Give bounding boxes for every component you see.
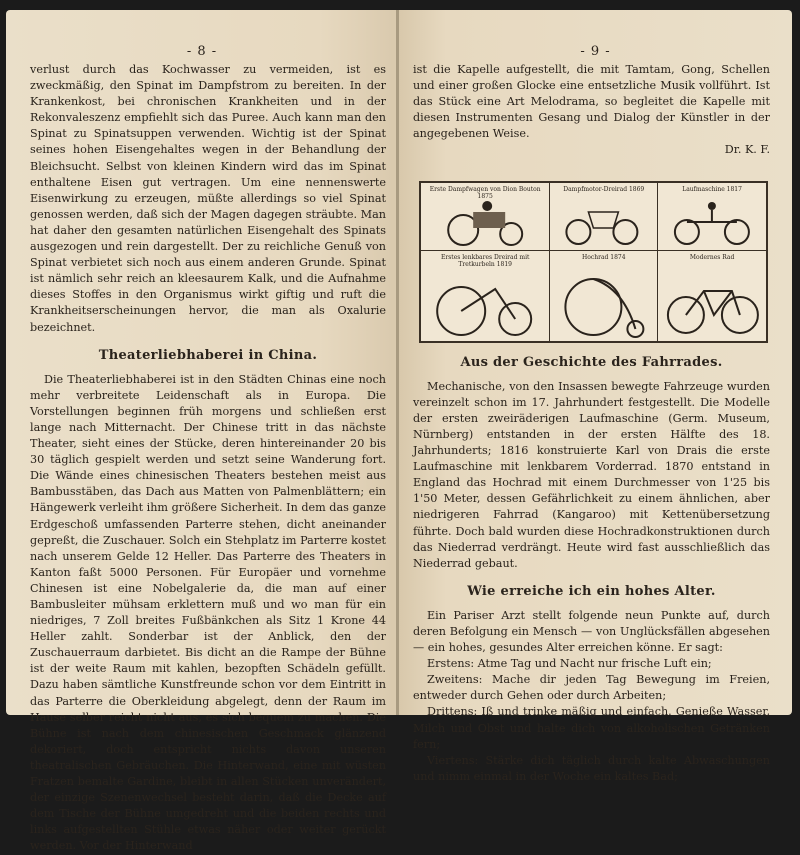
theater-paragraph: Die Theaterliebhaberei ist in den Städten Chinas eine noch mehr verbreitete Leidenschaft als in Europa. Die Vorstellungen beginnen früh morgens und schließen erst lange nach Mitternacht. Der Chinese tritt in das nächste Theater, sieht eines der Stücke, deren hintereinander 20 bis 30 täglich gespielt werden und setzt seine Wanderung fort. Die Wände eines chinesischen Theaters bestehen meist aus Bambusstäben, das Dach aus Matten von Palmenblättern; ein Hängewerk verleiht ihm größere Sicherheit. In dem das ganze Erdgeschoß umfassenden Parterre stehen, dicht aneinander gepreßt, die Zuschauer. Solch ein Stehplatz im Parterre kostet nach unserem Gelde 12 Heller. Das Parterre des Theaters in Kanton faßt 5000 Personen. Für Europäer und vornehme Chinesen ist eine Nobelgalerie da, die man auf einer Bambusleiter mühsam erklettern muß und wo man für ein niedriges, 7 Zoll breites Fußbänkchen als Sitz 1 Krone 44 Heller zahlt. Sonderbar ist der Anblick, den der Zuschauerraum darbietet. Bis dicht an die Rampe der Bühne ist der weite Raum mit kahlen, bezopften Schädeln gefüllt. Dazu haben sämtliche Kunstfreunde schon vor dem Eintritt in das Parterre die Oberkleidung abgelegt, denn der Raum im Hause selber reicht nicht aus, es sich bequem zu machen. Die Bühne ist nach dem chinesischen Geschmack glänzend dekoriert, doch entspricht nichts davon unseren theatralischen Gebräuchen. Die Hinterwand, eine mit wüsten Fratzen bemalte Gardine, bleibt in allen Stücken unverändert, der einzige Szenenwechsel besteht darin, daß die Decke auf dem Tische der Bühne umgedreht und die beiden rechts und links aufgestellten Stühle etwas näher oder weiter gerückt werden. Vor der Hinterwand: [30, 372, 386, 853]
figure-caption: Erste Dampfwagen von Dion Bouton 1875: [429, 185, 541, 200]
right-page-text: [413, 62, 770, 159]
figure-panel-tricycle: [550, 183, 658, 250]
rule-item: Viertens: Stärke dich täglich durch kalte Abwaschungen und nimm einmal in der Woche ein kaltes Bad;: [413, 753, 770, 783]
figure-caption: Erstes lenkbares Dreirad mit Tretkurbeln 1819: [440, 253, 530, 268]
rule-item: Zweitens: Mache dir jeden Tag Bewegung im Freien, entweder durch Gehen oder durch Arbeiten;: [413, 673, 770, 703]
right-page: [399, 10, 792, 783]
page-number-left: - 8 -: [186, 44, 218, 59]
heading-old-age: Wie erreiche ich ein hohes Alter.: [467, 583, 716, 599]
modern-bicycle-drawing: [658, 269, 766, 339]
heading-bicycle-history: Aus der Geschichte des Fahrrades.: [460, 354, 723, 370]
author-signature: Dr. K. F.: [724, 143, 770, 157]
figure-caption: Laufmaschine 1817: [682, 185, 742, 193]
figure-panel-penny-farthing: [550, 251, 658, 341]
tricycle-drawing: [550, 198, 657, 248]
draisine-drawing: [658, 198, 766, 248]
left-page: [6, 10, 398, 853]
left-page-text: [30, 62, 386, 855]
figure-caption: Dampfmotor-Dreirad 1869: [563, 185, 645, 193]
figure-caption: Modernes Rad: [689, 253, 735, 261]
bicycle-paragraph: Mechanische, von den Insassen bewegte Fahrzeuge wurden vereinzelt schon im 17. Jahrhundert festgestellt. Die Modelle der ersten zweiräderigen Laufmaschine (Germ. Museum, Nürnberg) entstanden in der ersten Hälfte des 18. Jahrhunderts; 1816 konstruierte Karl von Drais die erste Laufmaschine mit lenkbarem Vorderrad. 1870 entstand in England das Hochrad mit einem Durchmesser von 1'25 bis 1'50 Meter, dessen Gefährlichkeit zu einem ähnlichen, aber niedrigeren Fahrrad (Kangaroo) mit Kettenübersetzung führte. Doch bald wurden diese Hochradkonstruktionen durch das Niederrad verdrängt. Heute wird fast ausschließlich das Niederrad gebaut.: [413, 379, 770, 570]
bicycle-history-illustration: [419, 181, 768, 343]
page-number-right: - 9 -: [580, 44, 611, 59]
old-age-paragraph: Ein Pariser Arzt stellt folgende neun Punkte auf, durch deren Befolgung ein Mensch — von Unglücksfällen abgesehen — ein hohes, gesundes Alter erreichen könne. Er sagt:: [413, 608, 770, 655]
theater-continued-paragraph: ist die Kapelle aufgestellt, die mit Tamtam, Gong, Schellen und einer großen Glocke eine entsetzliche Musik vollführt. Ist das Stück eine Art Melodrama, so begleitet die Kapelle mit diesen Instrumenten Gesang und Dialog der Künstler in der angegebenen Weise.: [413, 63, 770, 141]
steam-car-drawing: [421, 198, 549, 248]
heading-theater: Theaterliebhaberei in China.: [98, 347, 318, 363]
figure-panel-steam-car: [421, 183, 550, 250]
penny-farthing-drawing: [550, 269, 657, 339]
figure-panel-modern-bicycle: [658, 251, 766, 341]
figure-panel-draisine: [658, 183, 766, 250]
spinach-paragraph: verlust durch das Kochwasser zu vermeiden, ist es zweckmäßig, den Spinat im Dampfstrom zu bereiten. In der Krankenkost, bei chronischen Krankheiten und in der Rekonvaleszenz empfiehlt sich das Puree. Auch kann man den Spinat zu Spinatsuppen verwenden. Wichtig ist der Spinat seines hohen Eisengehaltes wegen in der Behandlung der Bleichsucht. Selbst von kleinen Kindern wird das im Spinat enthaltene Eisen gut vertragen. Um eine nennenswerte Eisenwirkung zu erzeugen, müßte allerdings so viel Spinat genossen werden, daß sich der Magen dagegen sträubte. Man hat daher den gesamten natürlichen Eisengehalt des Spinats ausgezogen und rein dargestellt. Der zu reichliche Genuß von Spinat verbietet sich noch aus einem anderen Grunde. Spinat ist nämlich sehr reich an kleesaurem Kalk, und die Aufnahme dieses Stoffes in den Organismus wirkt giftig und ruft die Krankheitserscheinungen hervor, die man als Oxalurie bezeichnet.: [30, 63, 386, 334]
figure-caption: Hochrad 1874: [582, 253, 626, 261]
early-tricycle-drawing: [421, 269, 549, 339]
rule-item: Drittens: Iß und trinke mäßig und einfach. Genieße Wasser, Milch und Obst und halte dich von alkoholischen Getränken fern;: [413, 705, 770, 751]
rule-item: Erstens: Atme Tag und Nacht nur frische Luft ein;: [427, 657, 712, 671]
figure-panel-early-tricycle: [421, 251, 550, 341]
right-page-text-lower: [413, 355, 770, 785]
